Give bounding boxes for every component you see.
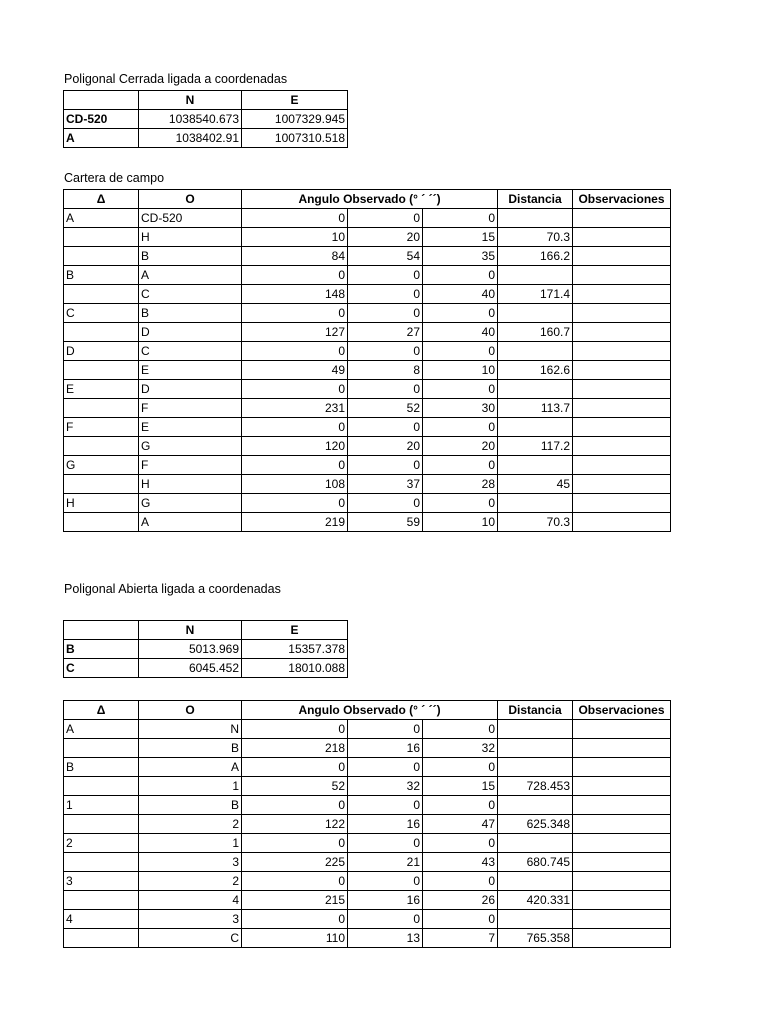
distance-cell [498, 418, 573, 437]
header-observations: Observaciones [573, 701, 671, 720]
field-row [64, 437, 671, 456]
field-row [64, 815, 671, 834]
seconds-cell: 10 [423, 361, 498, 380]
north-value: 1038540.673 [139, 110, 242, 129]
seconds-cell: 47 [423, 815, 498, 834]
degrees-cell: 0 [242, 834, 348, 853]
minutes-cell: 13 [348, 929, 423, 948]
field-row [64, 494, 671, 513]
distance-cell: 765.358 [498, 929, 573, 948]
distance-cell [498, 796, 573, 815]
field-row [64, 247, 671, 266]
coords-header-east: E [242, 621, 348, 640]
station-cell [64, 361, 139, 380]
observation-cell [573, 739, 671, 758]
seconds-cell: 0 [423, 209, 498, 228]
section1-title: Poligonal Cerrada ligada a coordenadas [64, 72, 288, 86]
north-value: 5013.969 [139, 640, 242, 659]
coords-header-point [64, 91, 139, 110]
minutes-cell: 0 [348, 456, 423, 475]
seconds-cell: 40 [423, 323, 498, 342]
minutes-cell: 0 [348, 380, 423, 399]
station-cell: C [64, 304, 139, 323]
minutes-cell: 37 [348, 475, 423, 494]
field-row [64, 720, 671, 739]
minutes-cell: 0 [348, 209, 423, 228]
station-cell: 3 [64, 872, 139, 891]
observed-point-cell: C [139, 285, 242, 304]
observed-point-cell: 4 [139, 891, 242, 910]
field-row [64, 456, 671, 475]
header-station: Δ [64, 701, 139, 720]
seconds-cell: 26 [423, 891, 498, 910]
station-cell: B [64, 266, 139, 285]
minutes-cell: 0 [348, 834, 423, 853]
minutes-cell: 0 [348, 418, 423, 437]
observation-cell [573, 910, 671, 929]
coords-row [64, 640, 348, 659]
seconds-cell: 7 [423, 929, 498, 948]
minutes-cell: 0 [348, 304, 423, 323]
coords-header-point [64, 621, 139, 640]
north-value: 6045.452 [139, 659, 242, 678]
distance-cell [498, 266, 573, 285]
distance-cell: 162.6 [498, 361, 573, 380]
seconds-cell: 0 [423, 872, 498, 891]
field-row [64, 304, 671, 323]
observation-cell [573, 929, 671, 948]
header-distance: Distancia [498, 701, 573, 720]
seconds-cell: 43 [423, 853, 498, 872]
north-value: 1038402.91 [139, 129, 242, 148]
east-value: 18010.088 [242, 659, 348, 678]
distance-cell [498, 834, 573, 853]
observed-point-cell: H [139, 475, 242, 494]
field-row [64, 777, 671, 796]
field-row [64, 739, 671, 758]
coords-row [64, 659, 348, 678]
distance-cell [498, 720, 573, 739]
field-row [64, 758, 671, 777]
header-observed-point: O [139, 190, 242, 209]
observed-point-cell: A [139, 266, 242, 285]
seconds-cell: 0 [423, 720, 498, 739]
minutes-cell: 0 [348, 758, 423, 777]
station-cell: G [64, 456, 139, 475]
station-cell: 4 [64, 910, 139, 929]
distance-cell: 680.745 [498, 853, 573, 872]
station-cell [64, 815, 139, 834]
seconds-cell: 15 [423, 228, 498, 247]
degrees-cell: 0 [242, 910, 348, 929]
distance-cell: 113.7 [498, 399, 573, 418]
distance-cell [498, 872, 573, 891]
observed-point-cell: D [139, 323, 242, 342]
degrees-cell: 108 [242, 475, 348, 494]
station-cell: D [64, 342, 139, 361]
degrees-cell: 49 [242, 361, 348, 380]
station-cell: 1 [64, 796, 139, 815]
observation-cell [573, 834, 671, 853]
station-cell [64, 777, 139, 796]
station-cell: F [64, 418, 139, 437]
coords-row [64, 129, 348, 148]
station-cell [64, 853, 139, 872]
observation-cell [573, 437, 671, 456]
field-book-table-closed [63, 189, 671, 532]
distance-cell: 70.3 [498, 513, 573, 532]
observed-point-cell: N [139, 720, 242, 739]
field-row [64, 475, 671, 494]
observed-point-cell: C [139, 342, 242, 361]
seconds-cell: 0 [423, 758, 498, 777]
seconds-cell: 10 [423, 513, 498, 532]
field-row [64, 323, 671, 342]
distance-cell: 70.3 [498, 228, 573, 247]
observed-point-cell: 3 [139, 853, 242, 872]
station-cell [64, 399, 139, 418]
seconds-cell: 32 [423, 739, 498, 758]
field-row [64, 834, 671, 853]
minutes-cell: 0 [348, 266, 423, 285]
field-row [64, 209, 671, 228]
observed-point-cell: G [139, 437, 242, 456]
section2-title: Poligonal Abierta ligada a coordenadas [64, 582, 281, 596]
observed-point-cell: B [139, 796, 242, 815]
observation-cell [573, 796, 671, 815]
observation-cell [573, 418, 671, 437]
observed-point-cell: CD-520 [139, 209, 242, 228]
observed-point-cell: 3 [139, 910, 242, 929]
minutes-cell: 27 [348, 323, 423, 342]
distance-cell: 171.4 [498, 285, 573, 304]
station-cell [64, 228, 139, 247]
distance-cell: 420.331 [498, 891, 573, 910]
station-cell [64, 285, 139, 304]
degrees-cell: 0 [242, 456, 348, 475]
observed-point-cell: B [139, 304, 242, 323]
distance-cell: 728.453 [498, 777, 573, 796]
degrees-cell: 0 [242, 304, 348, 323]
observation-cell [573, 758, 671, 777]
field-row [64, 891, 671, 910]
observation-cell [573, 266, 671, 285]
minutes-cell: 0 [348, 872, 423, 891]
observed-point-cell: E [139, 361, 242, 380]
coords-header-east: E [242, 91, 348, 110]
station-cell: 2 [64, 834, 139, 853]
minutes-cell: 16 [348, 891, 423, 910]
observed-point-cell: B [139, 739, 242, 758]
seconds-cell: 0 [423, 380, 498, 399]
observed-point-cell: C [139, 929, 242, 948]
distance-cell: 160.7 [498, 323, 573, 342]
field-row [64, 399, 671, 418]
seconds-cell: 0 [423, 456, 498, 475]
seconds-cell: 0 [423, 834, 498, 853]
field-row [64, 342, 671, 361]
station-cell: A [64, 209, 139, 228]
minutes-cell: 0 [348, 285, 423, 304]
field-row [64, 796, 671, 815]
observed-point-cell: A [139, 513, 242, 532]
degrees-cell: 52 [242, 777, 348, 796]
observation-cell [573, 720, 671, 739]
degrees-cell: 0 [242, 380, 348, 399]
station-cell: E [64, 380, 139, 399]
degrees-cell: 0 [242, 494, 348, 513]
distance-cell: 625.348 [498, 815, 573, 834]
seconds-cell: 0 [423, 304, 498, 323]
degrees-cell: 0 [242, 796, 348, 815]
station-cell: B [64, 758, 139, 777]
seconds-cell: 0 [423, 910, 498, 929]
minutes-cell: 32 [348, 777, 423, 796]
seconds-cell: 30 [423, 399, 498, 418]
station-cell [64, 929, 139, 948]
degrees-cell: 0 [242, 758, 348, 777]
observed-point-cell: F [139, 399, 242, 418]
minutes-cell: 0 [348, 494, 423, 513]
field-row [64, 910, 671, 929]
coords-header-row [64, 91, 348, 110]
observation-cell [573, 228, 671, 247]
observation-cell [573, 285, 671, 304]
degrees-cell: 110 [242, 929, 348, 948]
distance-cell: 45 [498, 475, 573, 494]
observation-cell [573, 513, 671, 532]
header-observed-angle: Angulo Observado (° ´ ´´) [242, 701, 498, 720]
observed-point-cell: D [139, 380, 242, 399]
minutes-cell: 20 [348, 228, 423, 247]
seconds-cell: 40 [423, 285, 498, 304]
degrees-cell: 219 [242, 513, 348, 532]
degrees-cell: 215 [242, 891, 348, 910]
minutes-cell: 54 [348, 247, 423, 266]
coords-header-north: N [139, 621, 242, 640]
degrees-cell: 0 [242, 418, 348, 437]
observation-cell [573, 304, 671, 323]
distance-cell [498, 209, 573, 228]
degrees-cell: 231 [242, 399, 348, 418]
degrees-cell: 0 [242, 266, 348, 285]
minutes-cell: 59 [348, 513, 423, 532]
distance-cell [498, 739, 573, 758]
observation-cell [573, 872, 671, 891]
observation-cell [573, 494, 671, 513]
observed-point-cell: 1 [139, 834, 242, 853]
station-cell: H [64, 494, 139, 513]
field-row [64, 513, 671, 532]
minutes-cell: 8 [348, 361, 423, 380]
minutes-cell: 20 [348, 437, 423, 456]
observation-cell [573, 380, 671, 399]
degrees-cell: 120 [242, 437, 348, 456]
seconds-cell: 35 [423, 247, 498, 266]
minutes-cell: 52 [348, 399, 423, 418]
coordinates-table-open [63, 620, 348, 678]
minutes-cell: 16 [348, 815, 423, 834]
coords-header-row [64, 621, 348, 640]
point-label: A [64, 129, 139, 148]
field-row [64, 361, 671, 380]
degrees-cell: 0 [242, 720, 348, 739]
observed-point-cell: 2 [139, 815, 242, 834]
seconds-cell: 0 [423, 494, 498, 513]
point-label: B [64, 640, 139, 659]
observation-cell [573, 342, 671, 361]
observation-cell [573, 247, 671, 266]
field-header-row [64, 190, 671, 209]
field-row [64, 285, 671, 304]
distance-cell [498, 456, 573, 475]
observed-point-cell: E [139, 418, 242, 437]
degrees-cell: 218 [242, 739, 348, 758]
field-row [64, 380, 671, 399]
degrees-cell: 10 [242, 228, 348, 247]
field-row [64, 266, 671, 285]
degrees-cell: 0 [242, 872, 348, 891]
observation-cell [573, 777, 671, 796]
observed-point-cell: H [139, 228, 242, 247]
minutes-cell: 0 [348, 910, 423, 929]
field-header-row [64, 701, 671, 720]
observed-point-cell: F [139, 456, 242, 475]
degrees-cell: 0 [242, 342, 348, 361]
seconds-cell: 0 [423, 418, 498, 437]
coords-row [64, 110, 348, 129]
east-value: 1007329.945 [242, 110, 348, 129]
coordinates-table-closed [63, 90, 348, 148]
east-value: 1007310.518 [242, 129, 348, 148]
observation-cell [573, 853, 671, 872]
observation-cell [573, 209, 671, 228]
observed-point-cell: G [139, 494, 242, 513]
observed-point-cell: B [139, 247, 242, 266]
field-book-title: Cartera de campo [64, 171, 165, 185]
degrees-cell: 225 [242, 853, 348, 872]
station-cell [64, 513, 139, 532]
distance-cell [498, 380, 573, 399]
header-distance: Distancia [498, 190, 573, 209]
observation-cell [573, 361, 671, 380]
station-cell: A [64, 720, 139, 739]
distance-cell [498, 342, 573, 361]
point-label: C [64, 659, 139, 678]
header-observed-angle: Angulo Observado (° ´ ´´) [242, 190, 498, 209]
observation-cell [573, 399, 671, 418]
observation-cell [573, 475, 671, 494]
station-cell [64, 739, 139, 758]
degrees-cell: 0 [242, 209, 348, 228]
header-observed-point: O [139, 701, 242, 720]
distance-cell: 166.2 [498, 247, 573, 266]
field-row [64, 929, 671, 948]
field-row [64, 418, 671, 437]
degrees-cell: 127 [242, 323, 348, 342]
minutes-cell: 0 [348, 342, 423, 361]
distance-cell [498, 494, 573, 513]
observed-point-cell: A [139, 758, 242, 777]
station-cell [64, 323, 139, 342]
degrees-cell: 84 [242, 247, 348, 266]
distance-cell [498, 304, 573, 323]
observed-point-cell: 1 [139, 777, 242, 796]
seconds-cell: 15 [423, 777, 498, 796]
header-station: Δ [64, 190, 139, 209]
point-label: CD-520 [64, 110, 139, 129]
degrees-cell: 122 [242, 815, 348, 834]
degrees-cell: 148 [242, 285, 348, 304]
station-cell [64, 437, 139, 456]
minutes-cell: 16 [348, 739, 423, 758]
observation-cell [573, 323, 671, 342]
seconds-cell: 0 [423, 342, 498, 361]
seconds-cell: 28 [423, 475, 498, 494]
distance-cell [498, 910, 573, 929]
distance-cell: 117.2 [498, 437, 573, 456]
field-row [64, 853, 671, 872]
seconds-cell: 20 [423, 437, 498, 456]
station-cell [64, 891, 139, 910]
header-observations: Observaciones [573, 190, 671, 209]
observation-cell [573, 456, 671, 475]
seconds-cell: 0 [423, 266, 498, 285]
station-cell [64, 247, 139, 266]
coords-header-north: N [139, 91, 242, 110]
observed-point-cell: 2 [139, 872, 242, 891]
seconds-cell: 0 [423, 796, 498, 815]
distance-cell [498, 758, 573, 777]
observation-cell [573, 891, 671, 910]
minutes-cell: 21 [348, 853, 423, 872]
minutes-cell: 0 [348, 720, 423, 739]
field-book-table-open [63, 700, 671, 948]
station-cell [64, 475, 139, 494]
field-row [64, 872, 671, 891]
minutes-cell: 0 [348, 796, 423, 815]
east-value: 15357.378 [242, 640, 348, 659]
field-row [64, 228, 671, 247]
observation-cell [573, 815, 671, 834]
